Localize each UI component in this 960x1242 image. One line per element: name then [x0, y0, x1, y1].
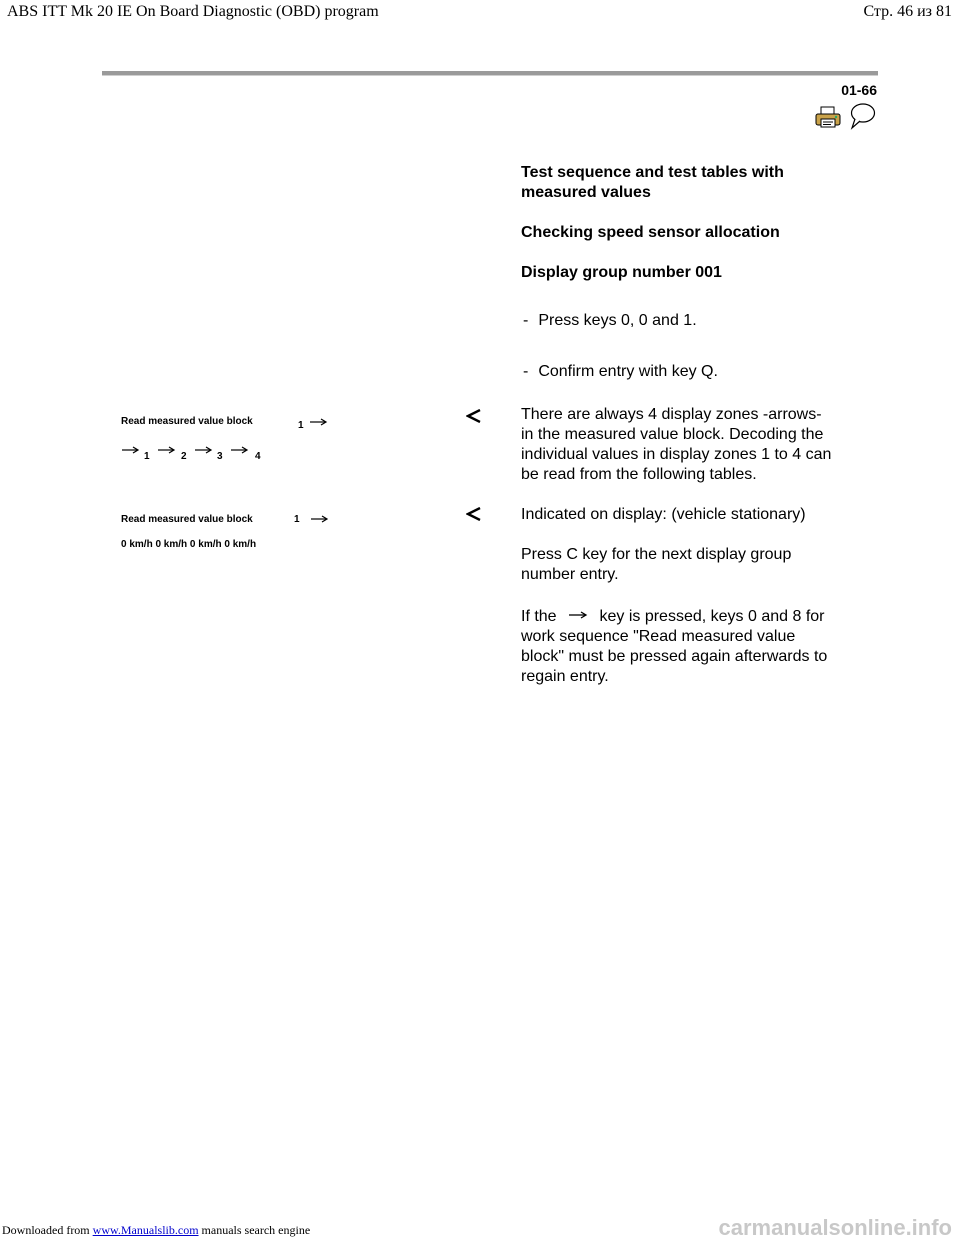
para-display-zones — [521, 405, 873, 485]
arrow-right-icon — [158, 446, 176, 454]
page-indicator: Стр. 46 из 81 — [863, 3, 952, 20]
para-line: Press C key for the next display group — [521, 546, 792, 563]
para-line: regain entry. — [521, 668, 609, 685]
para-indicated-on-display: Indicated on display: (vehicle stationary) — [521, 506, 806, 523]
zone-label: 4 — [255, 451, 261, 462]
para-prefix: If the — [521, 608, 557, 625]
step-dash: - — [523, 312, 529, 329]
para-line: There are always 4 display zones -arrows- — [521, 406, 822, 423]
footer-suffix: manuals search engine — [201, 1223, 311, 1237]
para-line: be read from the following tables. — [521, 466, 757, 483]
step-text: Press keys 0, 0 and 1. — [538, 312, 697, 329]
step-text: Confirm entry with key Q. — [538, 363, 718, 380]
header-rule — [102, 71, 878, 76]
display2-values: 0 km/h 0 km/h 0 km/h 0 km/h — [121, 539, 257, 550]
step-press-keys — [523, 311, 697, 331]
watermark: carmanualsonline.info — [718, 1215, 952, 1240]
display1-group: 1 — [298, 420, 304, 431]
speech-bubble-icon[interactable] — [848, 102, 876, 130]
heading-test-sequence-line1: Test sequence and test tables with — [521, 164, 784, 181]
zone-label: 3 — [217, 451, 223, 462]
para-line: individual values in display zones 1 to 4 can — [521, 446, 832, 463]
arrow-right-icon — [122, 446, 140, 454]
printer-icon[interactable] — [815, 106, 841, 128]
heading-display-group: Display group number 001 — [521, 264, 722, 281]
para-if-key-pressed — [521, 607, 873, 687]
para-suffix: key is pressed, keys 0 and 8 for — [599, 608, 825, 625]
zone-label: 2 — [181, 451, 187, 462]
manualslib-link[interactable]: www.Manualslib.com — [92, 1223, 199, 1237]
zone-label: 1 — [144, 451, 150, 462]
document-title: ABS ITT Mk 20 IE On Board Diagnostic (OBD) program — [7, 3, 379, 20]
para-line: work sequence "Read measured value — [521, 628, 796, 645]
display1-label: Read measured value block — [121, 416, 253, 427]
arrow-right-icon — [311, 515, 329, 523]
para-line: block" must be pressed again afterwards to — [521, 648, 828, 665]
footer-prefix: Downloaded from — [2, 1223, 90, 1237]
step-confirm-entry — [523, 362, 718, 382]
display2-label: Read measured value block — [121, 514, 253, 525]
para-line: number entry. — [521, 566, 619, 583]
footer-source — [2, 1223, 310, 1238]
pointer-left-icon — [466, 507, 482, 521]
heading-test-sequence-line2: measured values — [521, 184, 651, 201]
arrow-right-icon — [231, 446, 249, 454]
arrow-right-icon — [567, 610, 589, 620]
arrow-right-icon — [310, 418, 328, 426]
para-line — [521, 607, 873, 627]
display2-group: 1 — [294, 514, 300, 525]
para-line: in the measured value block. Decoding the — [521, 426, 824, 443]
page-code: 01-66 — [841, 82, 877, 98]
step-dash: - — [523, 363, 529, 380]
para-press-c-key — [521, 545, 873, 585]
pointer-left-icon — [466, 409, 482, 423]
arrow-right-icon — [195, 446, 213, 454]
heading-speed-sensor: Checking speed sensor allocation — [521, 224, 780, 241]
